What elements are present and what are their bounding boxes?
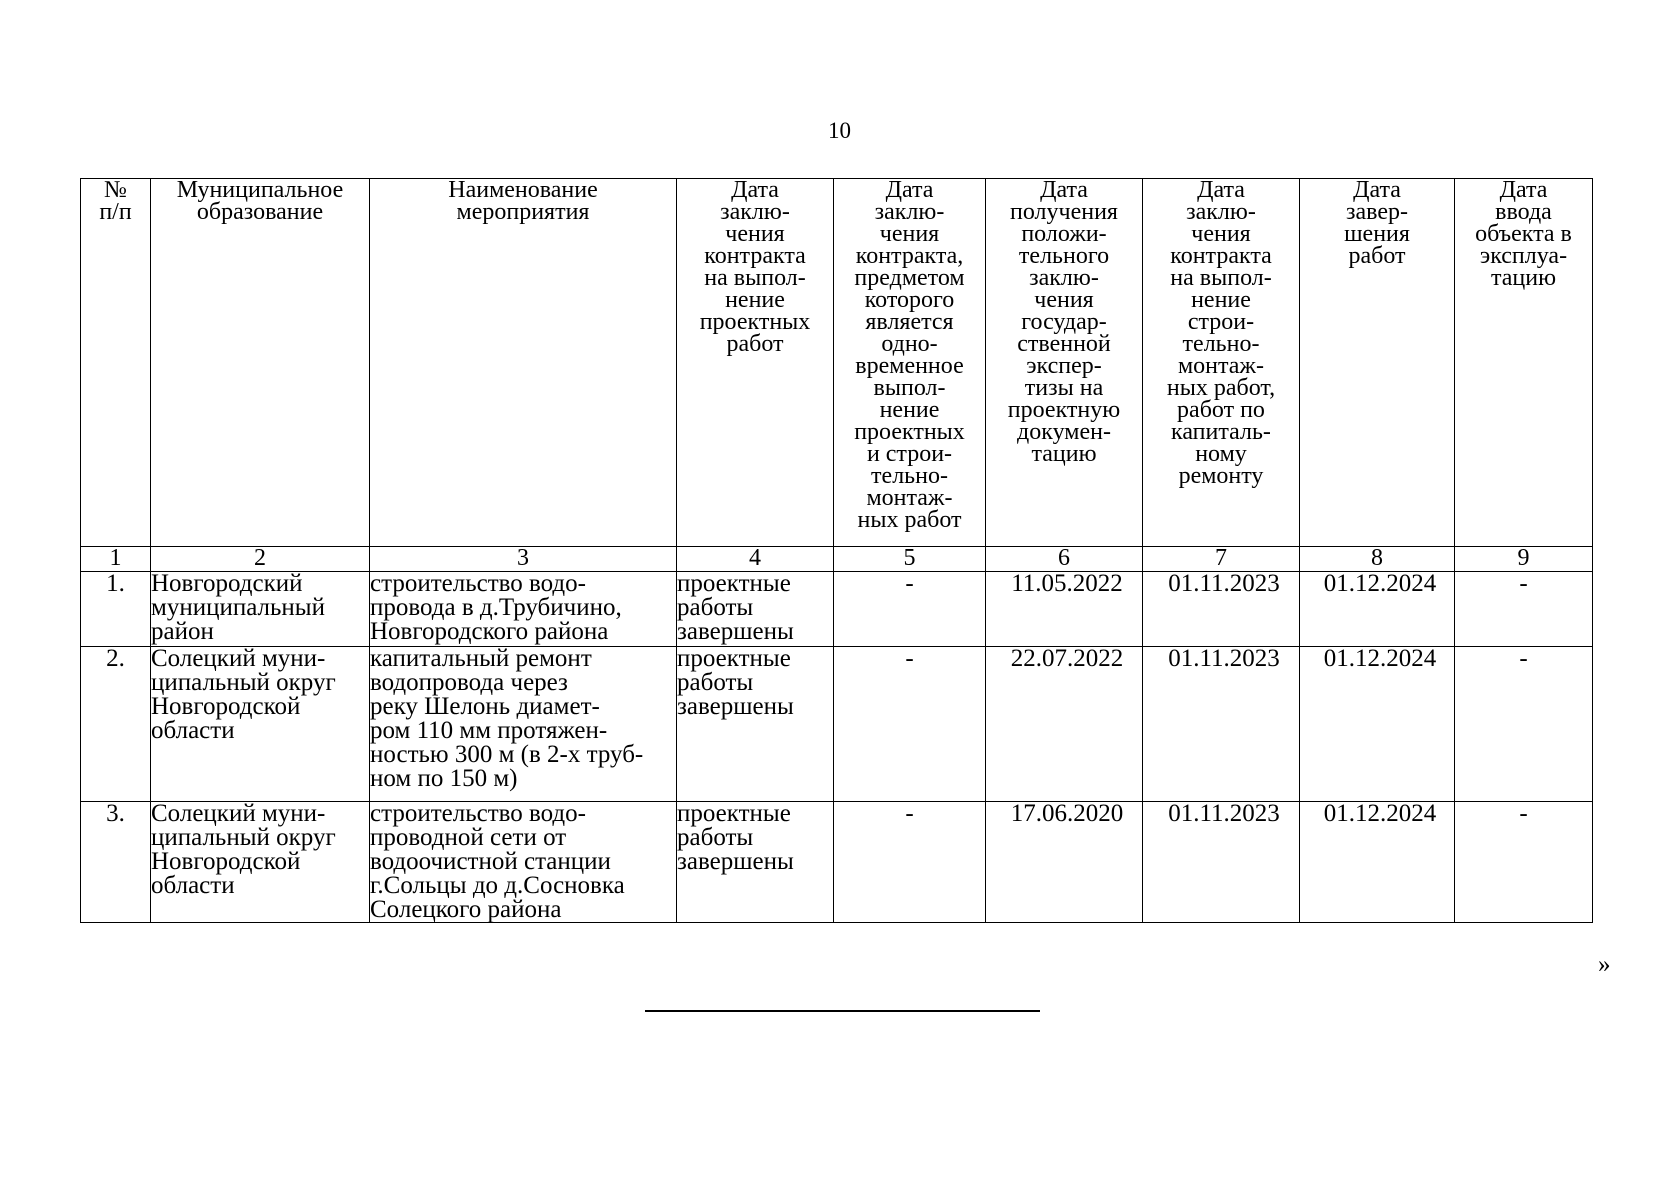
municipality-cell: Солецкий муни- ципальный округ Новгородской области <box>151 647 370 802</box>
municipality-cell: Новгородский муниципальный район <box>151 572 370 647</box>
closing-quote: » <box>1598 951 1611 978</box>
page-number: 10 <box>828 118 851 143</box>
header-row <box>81 179 1593 547</box>
column-number: 9 <box>1455 547 1593 572</box>
header-cell-design-contract: Дата заклю- чения контракта на выпол- нение проектных работ <box>677 179 834 547</box>
completion-date-cell: 01.12.2024 <box>1300 647 1455 802</box>
table-row <box>81 647 1593 802</box>
header-cell-expertise-date: Дата получения положи- тельного заклю- чения государ- ственной экспер- тизы на проектную докумен- тацию <box>986 179 1143 547</box>
combined-contract-cell: - <box>834 802 986 923</box>
row-number: 3. <box>81 802 151 923</box>
column-number: 7 <box>1143 547 1300 572</box>
header-cell-combined-contract: Дата заклю- чения контракта, предметом которого является одно- временное выпол- нение проектных и строи- тельно- монтаж- ных работ <box>834 179 986 547</box>
design-contract-cell: проектные работы завершены <box>677 572 834 647</box>
combined-contract-cell: - <box>834 572 986 647</box>
expertise-date-cell: 11.05.2022 <box>986 572 1143 647</box>
completion-date-cell: 01.12.2024 <box>1300 572 1455 647</box>
municipality-cell: Солецкий муни- ципальный округ Новгородской области <box>151 802 370 923</box>
header-cell-num: № п/п <box>81 179 151 547</box>
header-cell-municipality: Муниципальное образование <box>151 179 370 547</box>
table-row <box>81 802 1593 923</box>
header-cell-construction-contract: Дата заклю- чения контракта на выпол- нение строи- тельно- монтаж- ных работ, работ по капиталь- ному ремонту <box>1143 179 1300 547</box>
events-table <box>80 178 1593 923</box>
expertise-date-cell: 22.07.2022 <box>986 647 1143 802</box>
expertise-date-cell: 17.06.2020 <box>986 802 1143 923</box>
row-number: 1. <box>81 572 151 647</box>
event-cell: капитальный ремонт водопровода через реку Шелонь диамет- ром 110 мм протяжен- ностью 300 м (в 2-х труб- ном по 150 м) <box>370 647 677 802</box>
bottom-divider <box>645 1010 1040 1012</box>
header-cell-commissioning-date: Дата ввода объекта в эксплуа- тацию <box>1455 179 1593 547</box>
column-number: 2 <box>151 547 370 572</box>
header-cell-completion-date: Дата завер- шения работ <box>1300 179 1455 547</box>
column-number: 6 <box>986 547 1143 572</box>
column-number: 4 <box>677 547 834 572</box>
row-number: 2. <box>81 647 151 802</box>
column-number: 8 <box>1300 547 1455 572</box>
design-contract-cell: проектные работы завершены <box>677 802 834 923</box>
commissioning-date-cell: - <box>1455 572 1593 647</box>
commissioning-date-cell: - <box>1455 802 1593 923</box>
table-row <box>81 572 1593 647</box>
event-cell: строительство водо- проводной сети от водоочистной станции г.Сольцы до д.Сосновка Солецкого района <box>370 802 677 923</box>
design-contract-cell: проектные работы завершены <box>677 647 834 802</box>
combined-contract-cell: - <box>834 647 986 802</box>
completion-date-cell: 01.12.2024 <box>1300 802 1455 923</box>
construction-contract-cell: 01.11.2023 <box>1143 647 1300 802</box>
construction-contract-cell: 01.11.2023 <box>1143 802 1300 923</box>
column-number: 3 <box>370 547 677 572</box>
column-number: 1 <box>81 547 151 572</box>
column-number: 5 <box>834 547 986 572</box>
event-cell: строительство водо- провода в д.Трубичино, Новгородского района <box>370 572 677 647</box>
header-cell-event: Наименование мероприятия <box>370 179 677 547</box>
construction-contract-cell: 01.11.2023 <box>1143 572 1300 647</box>
commissioning-date-cell: - <box>1455 647 1593 802</box>
column-number-row <box>81 547 1593 572</box>
